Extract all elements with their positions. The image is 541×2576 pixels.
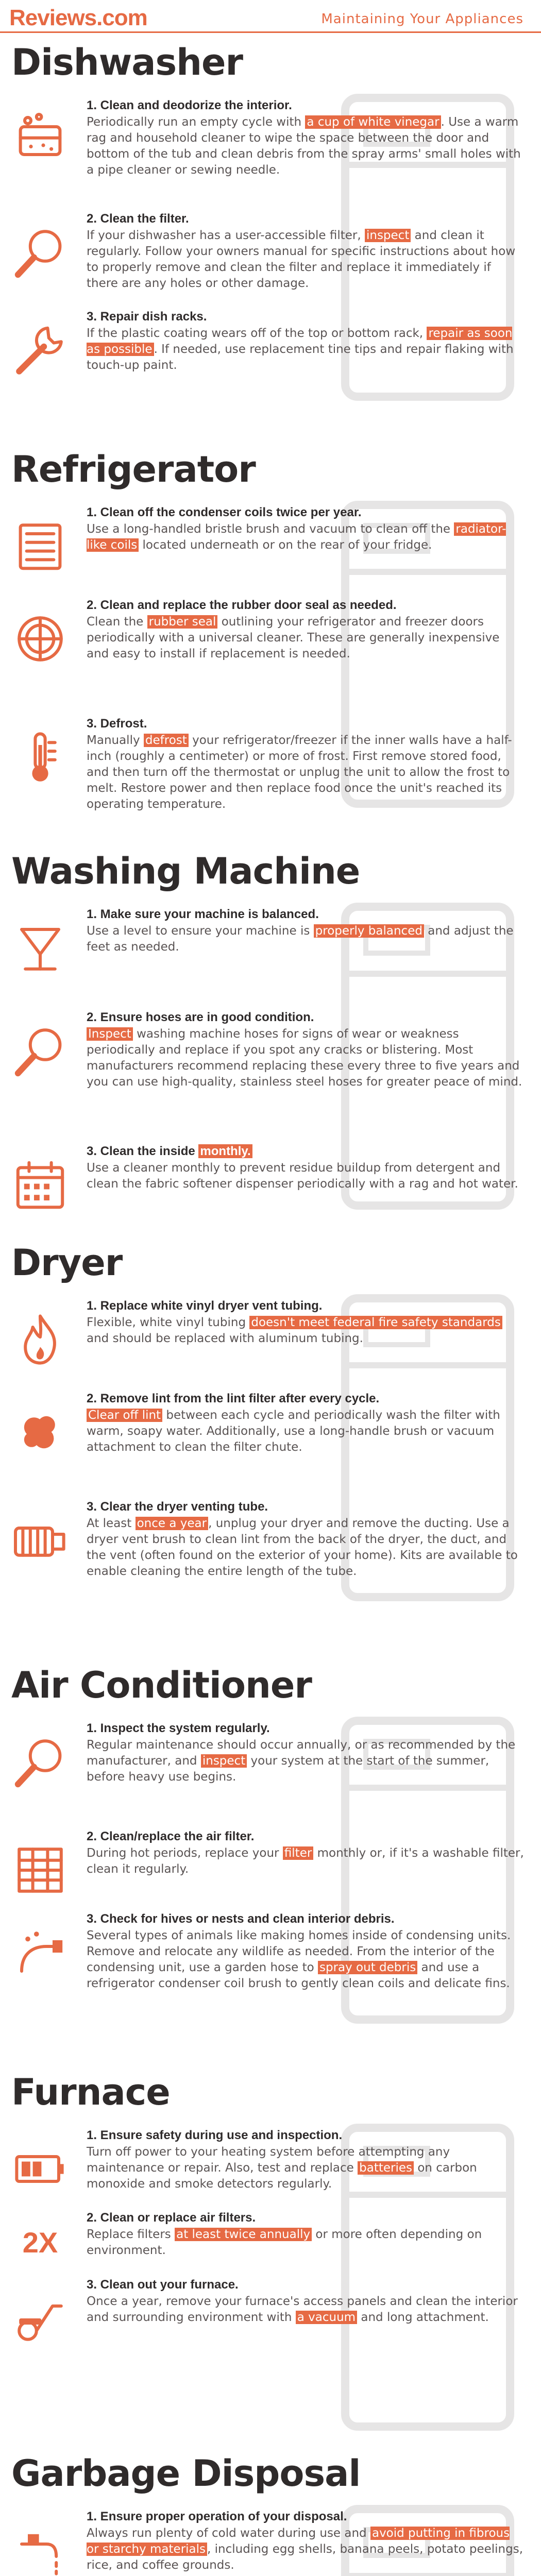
- highlight-text: a cup of white vinegar: [305, 115, 441, 129]
- item-body: [87, 1845, 525, 1877]
- sponge-icon: [9, 108, 71, 170]
- item-heading: 2. Clean/replace the air filter.: [87, 1829, 255, 1843]
- highlight-text: inspect: [365, 229, 411, 242]
- lint-icon: [9, 1401, 71, 1463]
- body-text: washing machine hoses for signs of wear or weakness periodically and replace if you spot any cracks or blistering. Most manufacturers recommend replacing these every three to five years and you can use high-quality, stainless steel hoses for greater peace of mind.: [87, 1027, 522, 1089]
- item-body: [87, 1737, 525, 1785]
- tip-item: [87, 907, 525, 955]
- highlight-text: at least twice annually: [175, 2228, 312, 2241]
- coil-icon: [9, 515, 71, 577]
- door-seal-icon: [9, 608, 71, 670]
- tip-item: [87, 2128, 525, 2192]
- tip-item: [87, 1829, 525, 1877]
- body-text: Turn off power to your heating system before attempting any maintenance or repair. Also, test and replace: [87, 2145, 450, 2175]
- magnifier-icon: [9, 222, 71, 283]
- item-body: [87, 614, 525, 662]
- section-title: Refrigerator: [11, 448, 256, 490]
- tip-item: [87, 1911, 525, 1992]
- section-title: Furnace: [11, 2071, 170, 2113]
- item-heading: 1. Make sure your machine is balanced.: [87, 907, 319, 921]
- item-heading: 3. Clean out your furnace.: [87, 2278, 239, 2292]
- tip-item: [87, 2277, 525, 2326]
- calendar-icon: [9, 1154, 71, 1216]
- item-body: [87, 521, 525, 553]
- body-text: Use a cleaner monthly to prevent residue buildup from detergent and clean the fabric softener dispenser periodically with a rag and hot water.: [87, 1161, 518, 1191]
- item-heading: 1. Ensure proper operation of your disposal.: [87, 2510, 347, 2523]
- item-body: [87, 1516, 525, 1580]
- tip-item: [87, 211, 525, 292]
- vent-tube-icon: [9, 1510, 71, 1571]
- tip-item: [87, 598, 525, 662]
- item-heading: 2. Ensure hoses are in good condition.: [87, 1010, 314, 1024]
- wrench-icon: [9, 319, 71, 381]
- item-heading: 2. Clean or replace air filters.: [87, 2211, 256, 2225]
- heading-text: 3. Clean the inside: [87, 1144, 199, 1158]
- body-text: your refrigerator/freezer if the inner walls have a half-inch (roughly a centimeter) or more of frost. First remove stored food, and then turn off the thermostat or unplug the unit to allow the frost to melt. Restore power and then replace food once the unit's reached its operating temperature.: [87, 734, 512, 811]
- tip-item: [87, 1499, 525, 1580]
- body-text: monthly or, if it's a washable filter, clean it regularly.: [87, 1846, 524, 1876]
- body-text: If your dishwasher has a user-accessible filter,: [87, 229, 365, 242]
- highlight-text: filter: [283, 1846, 314, 1860]
- body-text: Use a long-handled bristle brush and vacuum to clean off the: [87, 522, 454, 536]
- item-heading: 2. Remove lint from the lint filter after every cycle.: [87, 1392, 380, 1405]
- section-title: Garbage Disposal: [11, 2452, 361, 2495]
- twice-icon: 2X: [22, 2226, 58, 2259]
- highlight-text: properly balanced: [314, 924, 424, 938]
- body-text: Replace filters: [87, 2228, 175, 2241]
- highlight-text: inspect: [201, 1754, 247, 1768]
- tip-item: [87, 1391, 525, 1455]
- item-body: [87, 228, 525, 292]
- item-heading: 2. Clean the filter.: [87, 212, 189, 226]
- vacuum-icon: [9, 2287, 71, 2349]
- item-body: [87, 326, 525, 374]
- tip-item: [87, 1721, 525, 1785]
- body-text: Use a level to ensure your machine is: [87, 924, 314, 938]
- section-title: Dishwasher: [11, 41, 243, 83]
- item-body: [87, 114, 525, 178]
- highlight-text: once a year: [136, 1517, 208, 1530]
- body-text: Flexible, white vinyl tubing: [87, 1316, 250, 1329]
- tip-item: [87, 2210, 525, 2259]
- battery-icon: [9, 2138, 71, 2200]
- item-body: [87, 923, 525, 955]
- tip-item: [87, 716, 525, 812]
- section-title: Air Conditioner: [11, 1664, 312, 1706]
- item-body: [87, 2144, 525, 2192]
- tip-item: [87, 1298, 525, 1347]
- item-heading: 2. Clean and replace the rubber door seal as needed.: [87, 598, 397, 612]
- highlight-text: a vacuum: [296, 2311, 357, 2324]
- section-garbage-disposal: [0, 2452, 541, 2576]
- flame-icon: [9, 1309, 71, 1370]
- section-title: Washing Machine: [11, 850, 360, 892]
- header-tagline: Maintaining Your Appliances: [321, 11, 523, 27]
- body-text: Periodically run an empty cycle with: [87, 115, 306, 129]
- body-text: and use a refrigerator condenser coil brush to gently clean coils and delicate fins.: [87, 1961, 510, 1990]
- section-refrigerator: [0, 448, 541, 850]
- body-text: Regular maintenance should occur annually, or as recommended by the manufacturer, and: [87, 1738, 516, 1768]
- item-body: [87, 1408, 525, 1455]
- tip-item: [87, 98, 525, 178]
- section-air-conditioner: [0, 1664, 541, 2071]
- highlight-text: batteries: [358, 2161, 414, 2175]
- tip-item: [87, 1010, 525, 1090]
- body-text: Always run plenty of cold water during use and: [87, 2527, 370, 2540]
- item-body: [87, 733, 525, 812]
- hose-icon: [9, 1922, 71, 1984]
- highlight-text: Clear off lint: [87, 1409, 162, 1422]
- item-heading: 1. Ensure safety during use and inspection.: [87, 2128, 343, 2142]
- item-heading: 3. Repair dish racks.: [87, 310, 207, 324]
- item-body: [87, 1026, 525, 1090]
- section-furnace: [0, 2071, 541, 2452]
- level-icon: [9, 917, 71, 979]
- body-text: between each cycle and periodically wash the filter with warm, soapy water. Additionally, use a long-handle brush or vacuum attachment to clean the filter chute.: [87, 1409, 500, 1454]
- item-body: [87, 1928, 525, 1992]
- body-text: and adjust the feet as needed.: [87, 924, 514, 954]
- highlight-text: spray out debris: [318, 1961, 417, 1974]
- highlight-text: doesn't meet federal fire safety standards: [249, 1316, 502, 1329]
- item-heading: 1. Replace white vinyl dryer vent tubing.: [87, 1299, 323, 1313]
- thermometer-icon: [9, 726, 71, 788]
- body-text: or more often depending on environment.: [87, 2228, 482, 2257]
- body-text: outlining your refrigerator and freezer doors periodically with a universal cleaner. These are generally inexpensive and easy to install if replacement is needed.: [87, 615, 500, 660]
- item-heading: 3. Clear the dryer venting tube.: [87, 1500, 268, 1514]
- item-heading: 3. Defrost.: [87, 717, 147, 731]
- item-heading: 1. Inspect the system regularly.: [87, 1721, 270, 1735]
- item-body: [87, 2294, 525, 2326]
- highlight-text: radiator-like coils: [87, 522, 506, 552]
- heading-highlight: monthly.: [198, 1144, 252, 1158]
- faucet-icon: [9, 2519, 71, 2576]
- item-body: [87, 1160, 525, 1192]
- item-heading: 3. Check for hives or nests and clean interior debris.: [87, 1912, 395, 1926]
- body-text: . If needed, use replacement tine tips and repair flaking with touch-up paint.: [87, 343, 514, 372]
- highlight-text: rubber seal: [147, 615, 218, 629]
- body-text: Once a year, remove your furnace's access panels and clean the interior and surrounding environment with: [87, 2295, 518, 2324]
- body-text: If the plastic coating wears off of the top or bottom rack,: [87, 327, 427, 340]
- item-heading: 1. Clean and deodorize the interior.: [87, 98, 292, 112]
- section-title: Dryer: [11, 1242, 123, 1284]
- highlight-text: repair as soon as possible: [87, 327, 513, 356]
- body-text: and should be replaced with aluminum tubing.: [87, 1332, 363, 1345]
- body-text: At least: [87, 1517, 136, 1530]
- tip-item: [87, 505, 525, 553]
- section-dryer: [0, 1242, 541, 1664]
- magnifier-icon: [9, 1020, 71, 1082]
- highlight-text: defrost: [144, 734, 189, 747]
- body-text: During hot periods, replace your: [87, 1846, 283, 1860]
- body-text: Several types of animals like making homes inside of condensing units. Remove and relocate any wildlife as needed. From the interior of the condensing unit, use a garden hose to: [87, 1929, 511, 1974]
- filter-icon: [9, 1839, 71, 1901]
- body-text: on carbon monoxide and smoke detectors regularly.: [87, 2161, 477, 2191]
- item-body: [87, 2227, 525, 2259]
- item-heading: [87, 1144, 525, 1159]
- body-text: located underneath or on the rear of your fridge.: [139, 538, 432, 552]
- brand-logo[interactable]: Reviews.com: [9, 5, 147, 30]
- magnifier-icon: [9, 1731, 71, 1793]
- highlight-text: Inspect: [87, 1027, 133, 1041]
- section-dishwasher: [0, 41, 541, 448]
- tip-item: [87, 2509, 525, 2573]
- body-text: and clean it regularly. Follow your owners manual for specific instructions about how to properly remove and clean the filter and replace it immediately if there are any holes or other damage.: [87, 229, 516, 290]
- highlight-text: avoid putting in fibrous or starchy materials: [87, 2527, 510, 2556]
- tip-item: [87, 1144, 525, 1192]
- section-washing-machine: [0, 850, 541, 1242]
- item-body: [87, 2526, 525, 2573]
- body-text: Clean the: [87, 615, 147, 629]
- body-text: Manually: [87, 734, 144, 747]
- header-bar: [0, 0, 541, 33]
- body-text: . Use a warm rag and household cleaner to wipe the space between the door and bottom of the tub and clean debris from the spray arms' small holes with a pipe cleaner or sewing needle.: [87, 115, 521, 177]
- body-text: and long attachment.: [357, 2311, 489, 2324]
- body-text: , unplug your dryer and remove the ducting. Use a dryer vent brush to clean lint from the back of the dryer, the duct, and the vent (often found on the exterior of your home). Kits are available to enable cleaning the entire length of the tube.: [87, 1517, 518, 1578]
- item-body: [87, 1315, 525, 1347]
- body-text: your system at the start of the summer, before heavy use begins.: [87, 1754, 489, 1784]
- body-text: , including egg shells, banana peels, potato peelings, rice, and coffee grounds.: [87, 2543, 523, 2572]
- item-heading: 1. Clean off the condenser coils twice per year.: [87, 505, 362, 519]
- tip-item: [87, 309, 525, 374]
